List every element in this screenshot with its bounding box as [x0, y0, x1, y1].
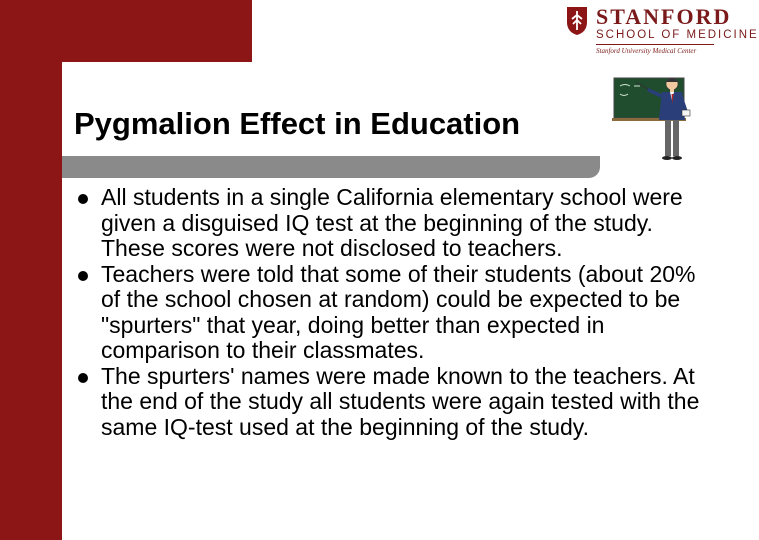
bullet-list: [78, 185, 708, 440]
list-item: [78, 364, 708, 441]
maroon-side-band: [0, 0, 62, 540]
logo-tagline: Stanford University Medical Center: [596, 47, 697, 55]
bullet-text: The spurters' names were made known to the teachers. At the end of the study all students were again tested with the same IQ-test used at the beginning of the study.: [101, 362, 700, 440]
title-underline-bar: [62, 156, 600, 178]
stanford-tree-shield-icon: [566, 6, 588, 36]
list-item: [78, 185, 708, 262]
title-underline-bar-cap: [62, 156, 84, 178]
logo-divider: [596, 44, 714, 45]
logo-subtitle: SCHOOL OF MEDICINE: [596, 29, 759, 41]
list-item: [78, 262, 708, 364]
logo-wordmark: STANFORD: [596, 4, 732, 29]
bullet-marker: [78, 271, 88, 281]
slide-title: Pygmalion Effect in Education: [74, 106, 521, 141]
bullet-text: Teachers were told that some of their students (about 20% of the school chosen at random) could be expected to be "spurters" that year, doing better than expected in comparison to their classmates.: [101, 260, 696, 363]
teacher-at-chalkboard-icon: [612, 72, 712, 172]
stanford-medicine-logo: [566, 4, 759, 60]
bullet-text: All students in a single California elementary school were given a disguised IQ test at the beginning of the study. These scores were not disclosed to teachers.: [101, 184, 683, 261]
bullet-marker: [78, 373, 88, 383]
bullet-marker: [78, 194, 88, 204]
